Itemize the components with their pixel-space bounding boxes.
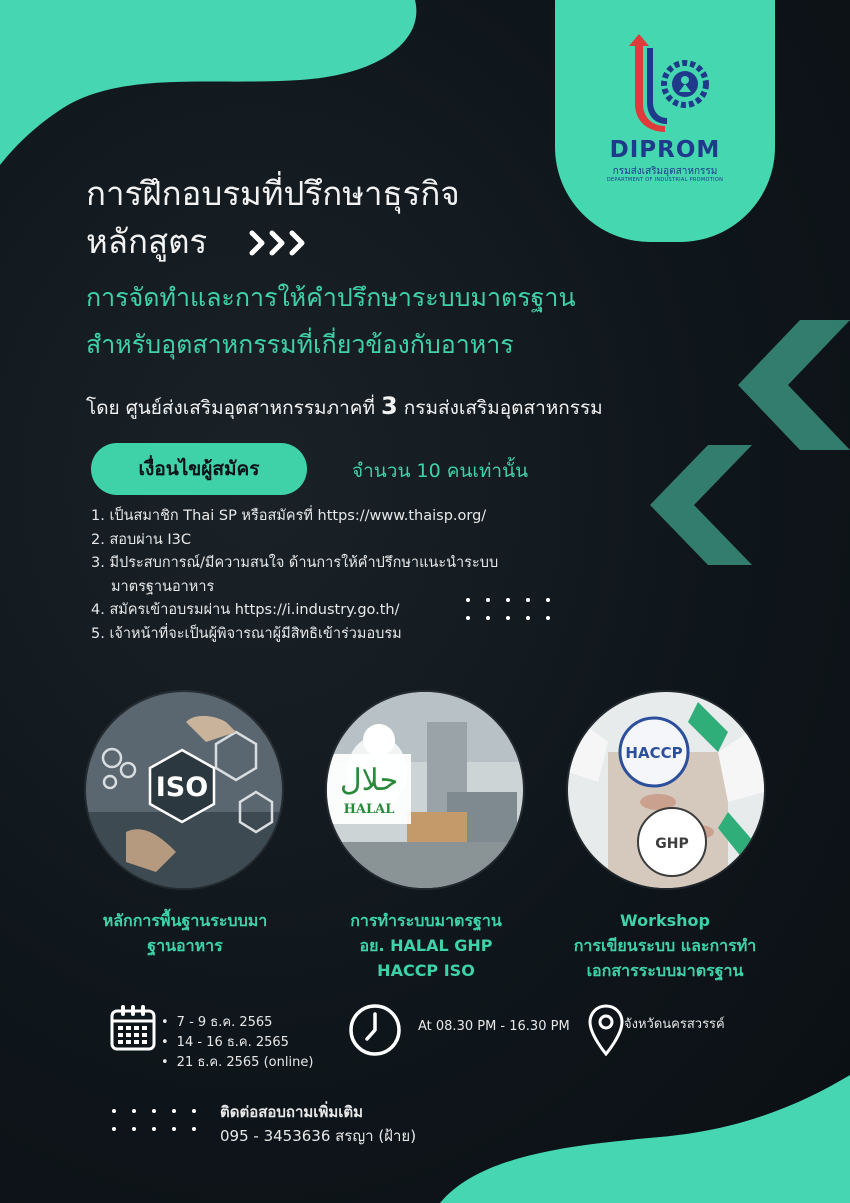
top-left-wave-shape <box>0 0 420 170</box>
contact-decorative-dots <box>112 1109 196 1131</box>
requirements-label-pill: เงื่อนไขผู้สมัคร <box>91 443 307 495</box>
location-text: จังหวัดนครสวรรค์ <box>624 1017 725 1032</box>
module-1-caption-line-2: ฐานอาหาร <box>147 936 223 955</box>
module-2-caption-line-2: อย. HALAL GHP <box>359 936 493 955</box>
module-3-caption-line-2: การเขียนระบบ และการทำ <box>573 936 757 955</box>
clock-icon <box>347 1002 403 1062</box>
requirement-item: 5. เจ้าหน้าที่จะเป็นผู้พิจารณาผู้มีสิทธิเข้าร่วมอบรม <box>91 625 402 642</box>
requirement-item: 1. เป็นสมาชิก Thai SP หรือสมัครที่ https://www.thaisp.org/ <box>91 508 487 524</box>
ghp-image-text: GHP <box>655 836 689 852</box>
date-item: • 21 ธ.ค. 2565 (online) <box>161 1053 313 1073</box>
calendar-icon <box>110 1004 156 1056</box>
subtitle-line-2: สำหรับอุตสาหกรรมที่เกี่ยวข้องกับอาหาร <box>86 330 514 359</box>
contact-label: ติดต่อสอบถามเพิ่มเติม <box>220 1103 363 1121</box>
date-item: • 7 - 9 ธ.ค. 2565 <box>161 1013 313 1033</box>
quota-text: จำนวน 10 คนเท่านั้น <box>352 460 529 482</box>
module-1-caption-line-1: หลักการพื้นฐานระบบมา <box>102 911 268 930</box>
date-list <box>161 1013 313 1073</box>
requirement-item: 2. สอบผ่าน I3C <box>91 531 191 548</box>
halal-arabic-text: حلال <box>339 763 399 798</box>
contact-phone: 095 - 3453636 สรญา (ฝ้าย) <box>220 1127 417 1145</box>
iso-image-text: ISO <box>155 772 209 803</box>
bottom-right-wave-shape <box>440 1075 850 1203</box>
requirement-item: 3. มีประสบการณ์/มีความสนใจ ด้านการให้คำปรึกษาแนะนำระบบ <box>91 555 499 571</box>
organizer-number: 3 <box>381 392 398 420</box>
halal-lab-image <box>327 692 523 888</box>
organizer-text <box>86 392 603 423</box>
location-pin-icon <box>588 1004 624 1060</box>
module-3-caption-line-3: เอกสารระบบมาตรฐาน <box>586 961 744 980</box>
subtitle-line-1: การจัดทำและการให้คำปรึกษาระบบมาตรฐาน <box>86 283 576 312</box>
logo-wordmark: DIPROM <box>609 137 721 163</box>
logo-card <box>555 0 775 242</box>
module-2-caption-line-3: HACCP ISO <box>377 961 475 980</box>
triple-chevron-icon <box>248 228 312 262</box>
module-2-caption <box>310 908 542 983</box>
module-3-caption-line-1: Workshop <box>620 911 710 930</box>
date-item: • 14 - 16 ธ.ค. 2565 <box>161 1033 313 1053</box>
chevron-lower-shape <box>632 445 752 565</box>
module-1-caption <box>70 908 300 958</box>
chevron-upper-shape <box>720 320 850 450</box>
title-line-2: หลักสูตร <box>86 222 208 261</box>
requirements-list <box>91 505 498 646</box>
haccp-image-text: HACCP <box>625 744 683 762</box>
organizer-suffix: กรมส่งเสริมอุตสาหกรรม <box>403 397 603 419</box>
requirement-item-continued: มาตรฐานอาหาร <box>111 578 215 595</box>
title-line-1: การฝึกอบรมที่ปรึกษาธุรกิจ <box>86 174 460 213</box>
time-text: At 08.30 PM - 16.30 PM <box>418 1019 570 1034</box>
decorative-dots <box>466 598 550 620</box>
halal-image-text: HALAL <box>343 802 395 817</box>
iso-tablet-image <box>86 692 282 888</box>
logo-english-name: DEPARTMENT OF INDUSTRIAL PROMOTION <box>606 177 724 183</box>
logo-thai-name: กรมส่งเสริมอุตสาหกรรม <box>612 166 718 177</box>
requirement-item: 4. สมัครเข้าอบรมผ่าน https://i.industry.go.th/ <box>91 602 400 618</box>
diprom-logo-icon <box>615 34 715 138</box>
organizer-prefix: โดย ศูนย์ส่งเสริมอุตสาหกรรมภาคที่ <box>86 397 375 419</box>
haccp-ghp-image <box>568 692 764 888</box>
module-2-caption-line-1: การทำระบบมาตรฐาน <box>350 911 502 930</box>
module-3-caption <box>545 908 785 983</box>
